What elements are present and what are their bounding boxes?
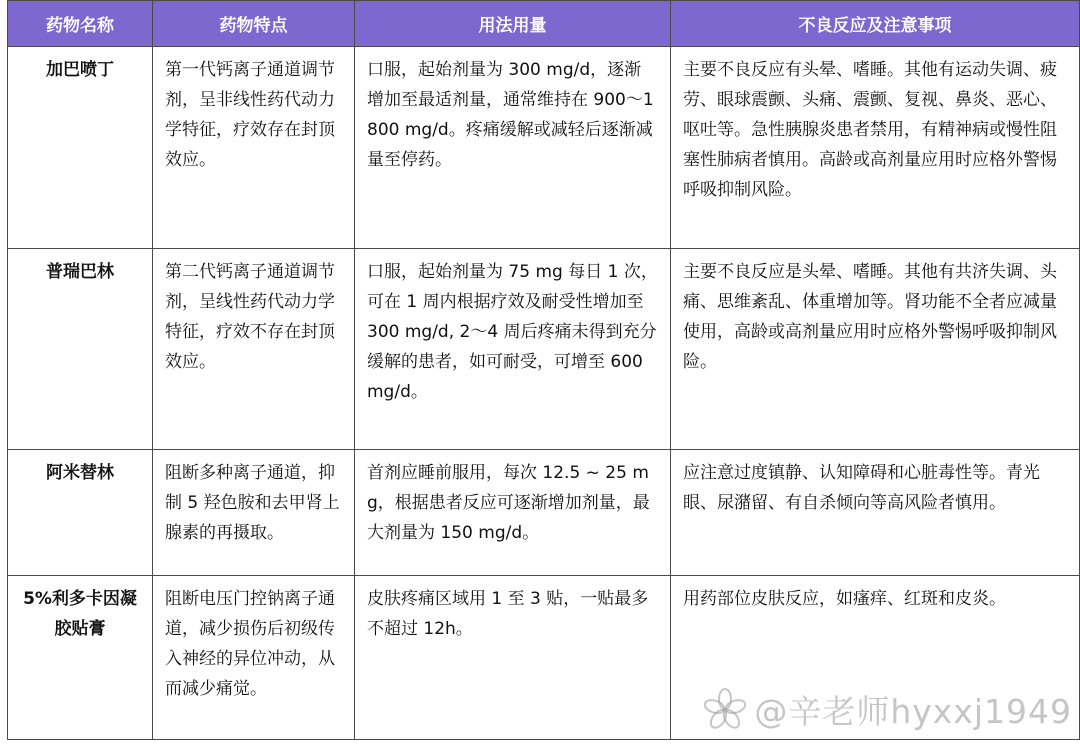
table-row (8, 576, 1080, 740)
dosage-cell: 皮肤疼痛区域用 1 至 3 贴，一贴最多不超过 12h。 (355, 576, 671, 740)
drug-name-cell: 5%利多卡因凝胶贴膏 (8, 576, 153, 740)
dosage-cell: 口服，起始剂量为 75 mg 每日 1 次，可在 1 周内根据疗效及耐受性增加至 300 mg/d, 2～4 周后疼痛未得到充分缓解的患者，如可耐受，可增至 600 mg/d。 (355, 249, 671, 450)
adverse-cell: 主要不良反应有头晕、嗜睡。其他有运动失调、疲劳、眼球震颤、头痛、震颤、复视、鼻炎、恶心、呕吐等。急性胰腺炎患者禁用，有精神病或慢性阻塞性肺病者慎用。高龄或高剂量应用时应格外警惕呼吸抑制风险。 (671, 47, 1080, 249)
drug-name-cell: 普瑞巴林 (8, 249, 153, 450)
drug-table-container (7, 0, 1079, 740)
adverse-cell: 主要不良反应是头晕、嗜睡。其他有共济失调、头痛、思维紊乱、体重增加等。肾功能不全者应减量使用，高龄或高剂量应用时应格外警惕呼吸抑制风险。 (671, 249, 1080, 450)
adverse-cell: 应注意过度镇静、认知障碍和心脏毒性等。青光眼、尿潴留、有自杀倾向等高风险者慎用。 (671, 450, 1080, 576)
drug-name-cell: 加巴喷丁 (8, 47, 153, 249)
drug-feature-cell: 第一代钙离子通道调节剂，呈非线性药代动力学特征，疗效存在封顶效应。 (153, 47, 355, 249)
drug-feature-cell: 第二代钙离子通道调节剂，呈线性药代动力学特征，疗效不存在封顶效应。 (153, 249, 355, 450)
drug-feature-cell: 阻断电压门控钠离子通道，减少损伤后初级传入神经的异位冲动，从而减少痛觉。 (153, 576, 355, 740)
dosage-cell: 首剂应睡前服用，每次 12.5 ~ 25 mg，根据患者反应可逐渐增加剂量，最大剂量为 150 mg/d。 (355, 450, 671, 576)
drug-table (7, 0, 1080, 740)
header-drug-name: 药物名称 (8, 1, 153, 47)
drug-feature-cell: 阻断多种离子通道，抑制 5 羟色胺和去甲肾上腺素的再摄取。 (153, 450, 355, 576)
header-drug-feature: 药物特点 (153, 1, 355, 47)
drug-name-cell: 阿米替林 (8, 450, 153, 576)
table-row (8, 47, 1080, 249)
table-row (8, 249, 1080, 450)
header-dosage: 用法用量 (355, 1, 671, 47)
dosage-cell: 口服，起始剂量为 300 mg/d，逐渐增加至最适剂量，通常维持在 900～1800 mg/d。疼痛缓解或减轻后逐渐减量至停药。 (355, 47, 671, 249)
header-row (8, 1, 1080, 47)
header-adverse-reactions: 不良反应及注意事项 (671, 1, 1080, 47)
table-row (8, 450, 1080, 576)
adverse-cell: 用药部位皮肤反应，如瘙痒、红斑和皮炎。 (671, 576, 1080, 740)
watermark-text: @辛老师hyxxj1949 (754, 692, 1072, 731)
